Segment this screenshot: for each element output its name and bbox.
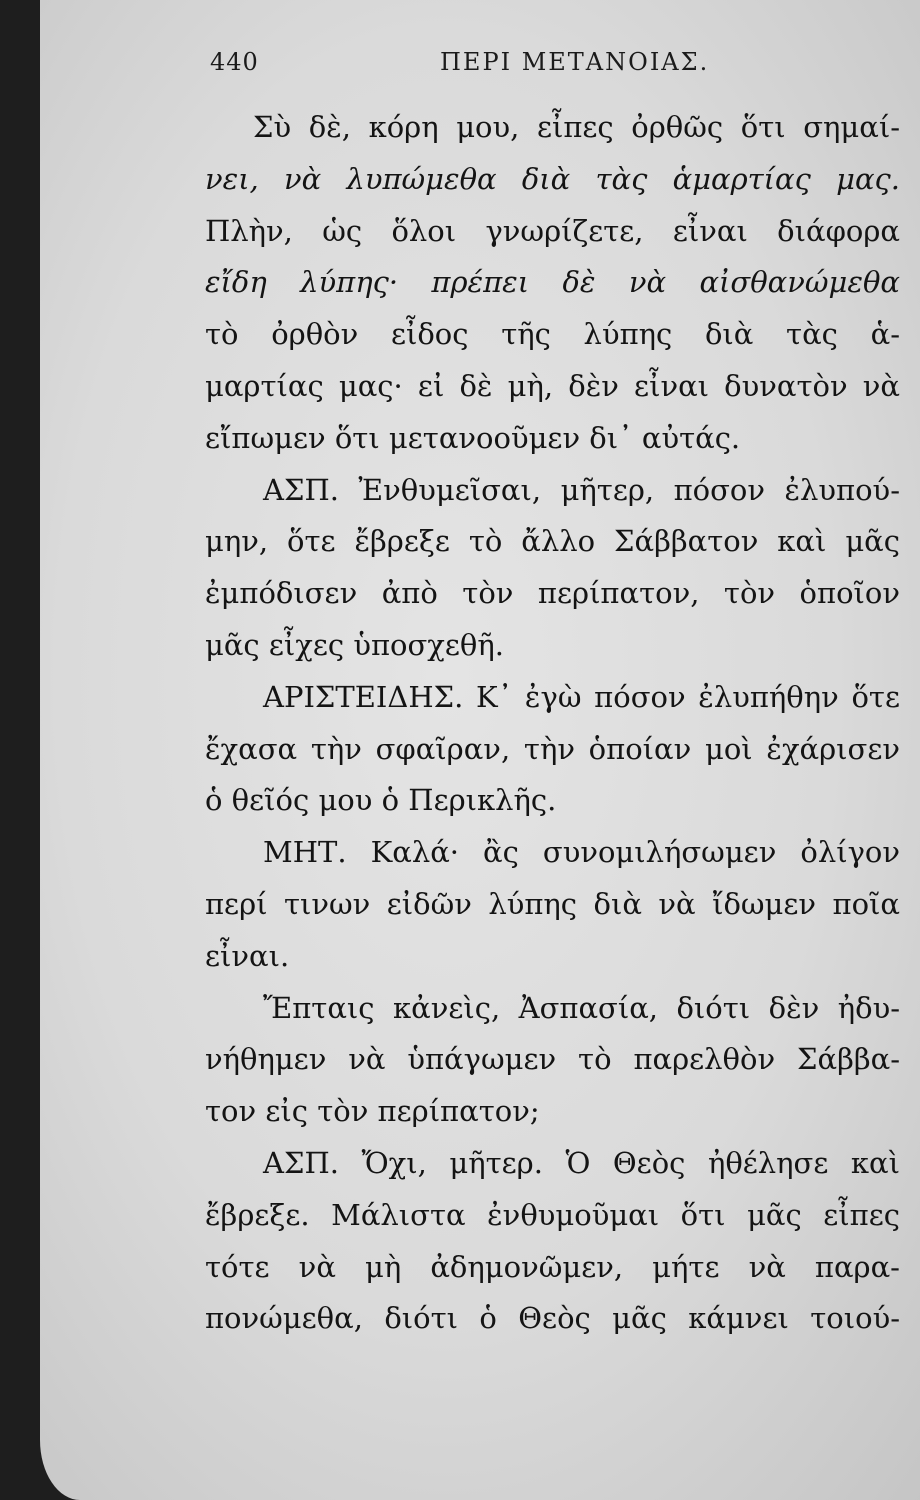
- text-line: ΑΣΠ. Ὄχι, μῆτερ. Ὁ Θεὸς ἠθέλησε καὶ: [263, 1145, 900, 1180]
- text-line: ΜΗΤ. Καλά· ἂς συνομιλήσωμεν ὀλίγον: [263, 835, 900, 870]
- text-line: εἶναι.: [205, 938, 290, 973]
- text-line: εἴπωμεν ὅτι μετανοοῦμεν δι᾽ αὐτάς.: [205, 420, 741, 455]
- body-text: [205, 102, 900, 1345]
- text-line: ὁ θεῖός μου ὁ Περικλῆς.: [205, 783, 557, 818]
- book-page: [40, 0, 920, 1500]
- text-line: Ἔπταις κἀνεὶς, Ἀσπασία, διότι δὲν ἠδυ-: [263, 990, 900, 1025]
- text-line: μαρτίας μας· εἰ δὲ μὴ, δὲν εἶναι δυνατὸν νὰ: [205, 368, 900, 403]
- text-line: νήθημεν νὰ ὑπάγωμεν τὸ παρελθὸν Σάββα-: [205, 1042, 900, 1077]
- text-line: τότε νὰ μὴ ἀδημονῶμεν, μήτε νὰ παρα-: [205, 1249, 900, 1284]
- text-line: ἔχασα τὴν σφαῖραν, τὴν ὁποίαν μοὶ ἐχάρισεν: [205, 731, 900, 766]
- page-number: 440: [210, 48, 259, 76]
- text-line: ἐμπόδισεν ἀπὸ τὸν περίπατον, τὸν ὁποῖον: [205, 576, 900, 611]
- text-line: ΑΣΠ. Ἐνθυμεῖσαι, μῆτερ, πόσον ἐλυπού-: [263, 472, 900, 507]
- text-line: πονώμεθα, διότι ὁ Θεὸς μᾶς κάμνει τοιού-: [205, 1301, 900, 1336]
- text-line: νει, νὰ λυπώμεθα διὰ τὰς ἁμαρτίας μας.: [205, 161, 900, 196]
- text-line: εἴδη λύπης· πρέπει δὲ νὰ αἰσθανώμεθα: [205, 265, 900, 300]
- running-title: ΠΕΡΙ ΜΕΤΑΝΟΙΑΣ.: [440, 48, 710, 76]
- text-line: περί τινων εἰδῶν λύπης διὰ νὰ ἴδωμεν ποῖα: [205, 886, 900, 921]
- page-header: [205, 48, 905, 90]
- text-line: τὸ ὀρθὸν εἶδος τῆς λύπης διὰ τὰς ἁ-: [205, 317, 900, 352]
- text-line: Πλὴν, ὡς ὅλοι γνωρίζετε, εἶναι διάφορα: [205, 213, 900, 248]
- text-line: μᾶς εἶχες ὑποσχεθῆ.: [205, 627, 504, 662]
- text-line: τον εἰς τὸν περίπατον;: [205, 1094, 540, 1129]
- text-line: ἔβρεξε. Μάλιστα ἐνθυμοῦμαι ὅτι μᾶς εἶπες: [205, 1197, 900, 1232]
- text-line: ΑΡΙΣΤΕΙΔΗΣ. Κ᾽ ἐγὼ πόσον ἐλυπήθην ὅτε: [263, 679, 900, 714]
- text-line: Σὺ δὲ, κόρη μου, εἶπες ὀρθῶς ὅτι σημαί-: [253, 110, 900, 144]
- text-line: μην, ὅτε ἔβρεξε τὸ ἄλλο Σάββατον καὶ μᾶς: [205, 524, 900, 559]
